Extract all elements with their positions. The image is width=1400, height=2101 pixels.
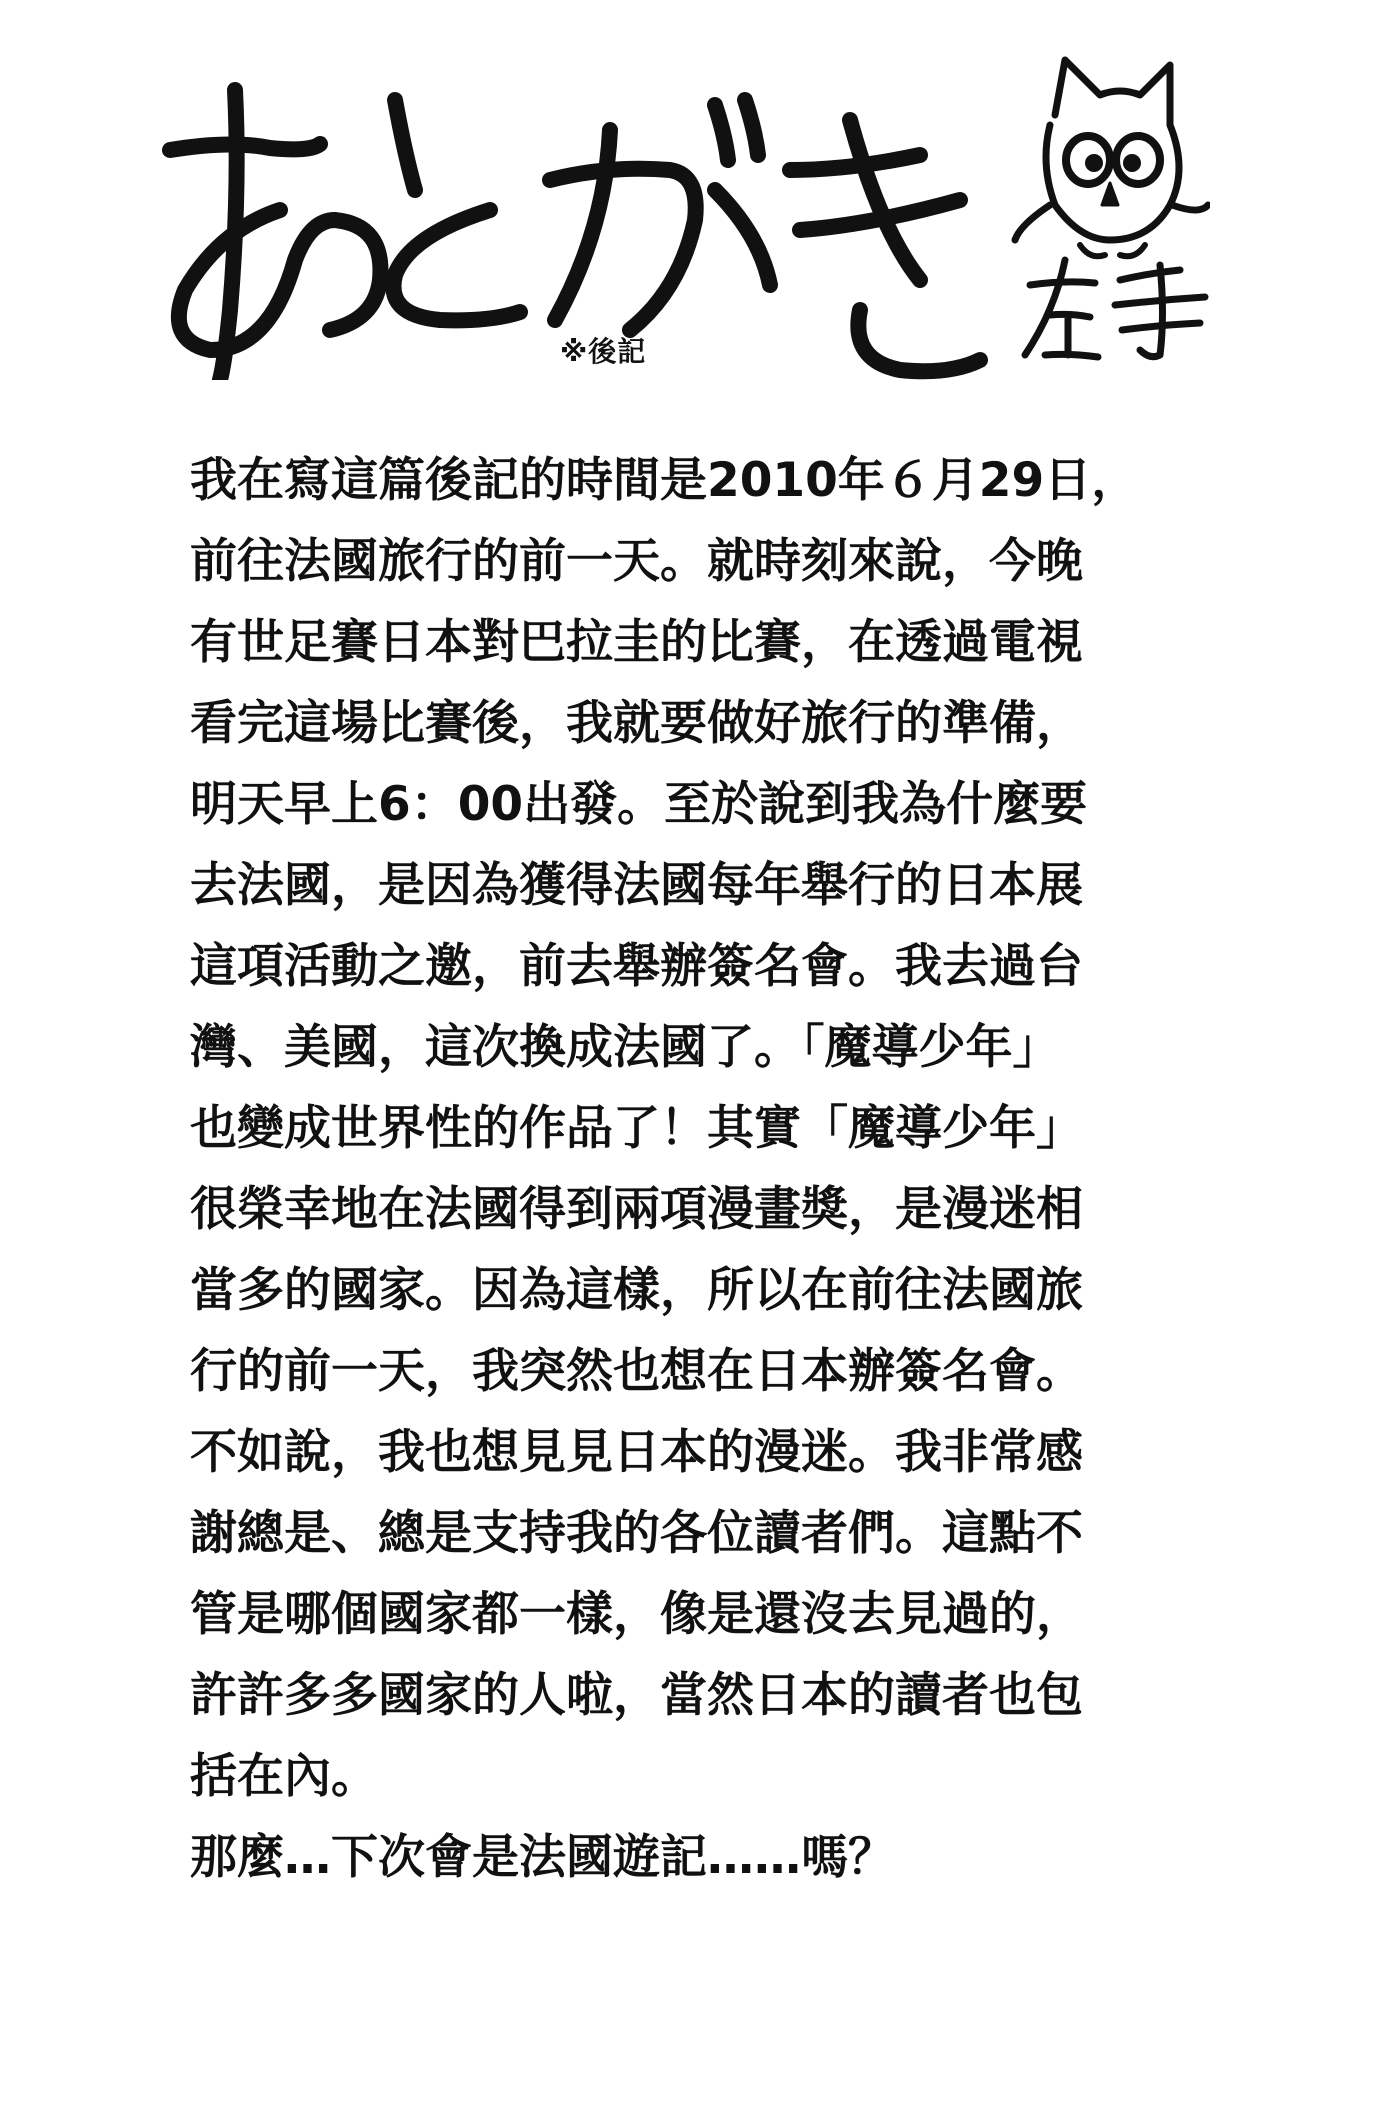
afterword-line: 我在寫這篇後記的時間是2010年６月29日， [190,453,1139,508]
afterword-line: 括在內。 [190,1749,378,1804]
afterword-line: 許許多多國家的人啦，當然日本的讀者也包 [190,1668,1083,1723]
title-glyph-a [170,90,380,380]
title-glyph-to [393,100,520,320]
afterword-line: 看完這場比賽後，我就要做好旅行的準備， [190,696,1083,751]
afterword-line: 管是哪個國家都一樣，像是還沒去見過的， [190,1587,1083,1642]
afterword-line: 當多的國家。因為這樣，所以在前往法國旅 [190,1263,1083,1318]
afterword-line: 謝總是、總是支持我的各位讀者們。這點不 [190,1506,1083,1561]
afterword-body [190,440,1210,1898]
title-glyph-ga [550,100,770,330]
afterword-closing-line: 那麼…下次會是法國遊記……嗎？ [190,1830,895,1885]
signature-kanji [1025,260,1205,357]
afterword-line: 去法國，是因為獲得法國每年舉行的日本展 [190,858,1083,913]
afterword-line: 有世足賽日本對巴拉圭的比賽，在透過電視 [190,615,1083,670]
afterword-line: 不如說，我也想見見日本的漫迷。我非常感 [190,1425,1083,1480]
afterword-line: 也變成世界性的作品了！其實「魔導少年」 [190,1101,1083,1156]
afterword-line: 前往法國旅行的前一天。就時刻來說，今晚 [190,534,1083,589]
afterword-line: 行的前一天，我突然也想在日本辦簽名會。 [190,1344,1083,1399]
title-note: ※後記 [560,335,647,368]
afterword-header [0,0,1400,400]
author-owl-signature-icon [1010,55,1210,365]
afterword-line: 這項活動之邀，前去舉辦簽名會。我去過台 [190,939,1083,994]
title-glyph-ki [790,120,980,371]
afterword-line: 很榮幸地在法國得到兩項漫畫獎，是漫迷相 [190,1182,1083,1237]
afterword-line: 明天早上6：00出發。至於說到我為什麼要 [190,777,1088,832]
afterword-line: 灣、美國，這次換成法國了。「魔導少年」 [190,1020,1060,1075]
